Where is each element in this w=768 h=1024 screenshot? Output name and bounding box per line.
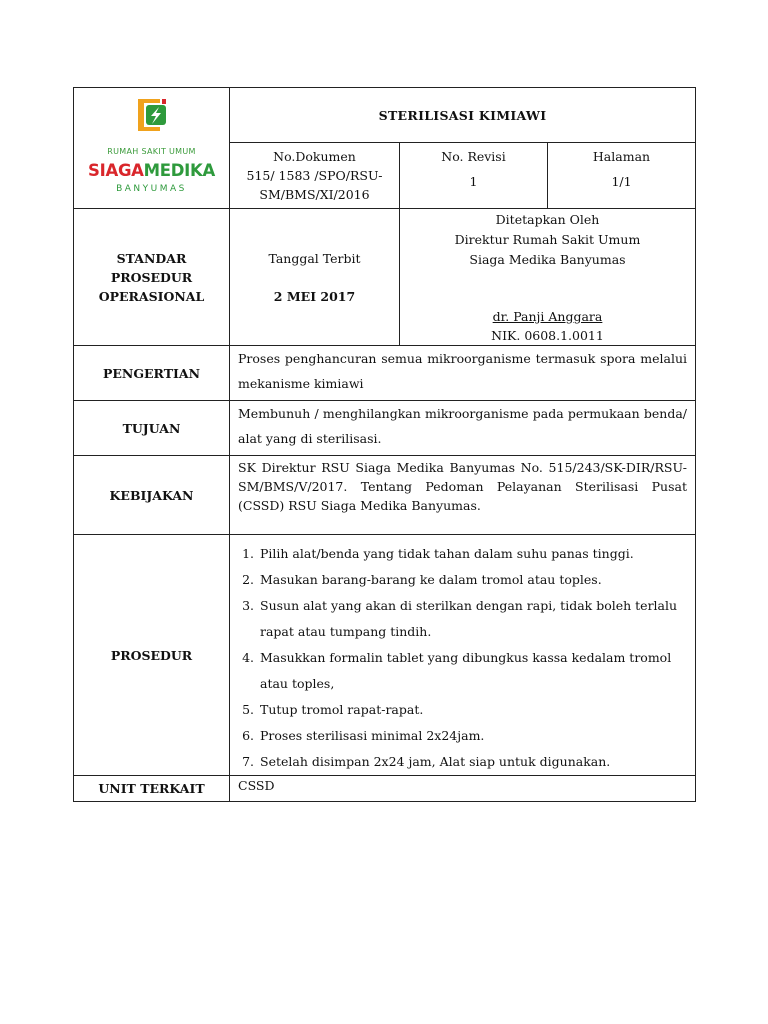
logo-name-part1: SIAGA [88,161,144,180]
tanggal-terbit-value: 2 MEI 2017 [273,288,356,304]
tujuan-label: TUJUAN [74,401,230,456]
logo-location: BANYUMAS [116,184,187,194]
prosedur-step: 6. Proses sterilisasi minimal 2x24jam. [258,723,687,749]
halaman-label: Halaman [592,149,651,164]
pengertian-label: PENGERTIAN [74,346,230,401]
tujuan-text: Membunuh / menghilangkan mikroorganisme pada permukaan benda/ alat yang di sterilisasi. [230,401,696,456]
no-revisi-cell [400,143,548,209]
ditetapkan-line3: Siaga Medika Banyumas [469,252,626,267]
halaman-cell [548,143,696,209]
tanggal-terbit-cell [230,209,400,346]
prosedur-cell [230,535,696,776]
sop-label-cell [74,209,230,346]
logo-name [88,161,215,180]
no-revisi-label: No. Revisi [441,149,506,164]
kebijakan-label: KEBIJAKAN [74,456,230,535]
logo-tagline: RUMAH SAKIT UMUM [107,147,196,156]
sop-label-line2: PROSEDUR [110,269,193,285]
logo-name-part2: MEDIKA [143,161,215,180]
ditetapkan-line1: Ditetapkan Oleh [495,212,600,227]
prosedur-step: 2. Masukan barang-barang ke dalam tromol atau toples. [258,567,687,593]
logo-cell [74,88,230,209]
kebijakan-text: SK Direktur RSU Siaga Medika Banyumas No. 515/243/SK-DIR/RSU-SM/BMS/V/2017. Tentang Pedoman Pelayanan Sterilisasi Pusat (CSSD) RSU Siaga Medika Banyumas. [230,456,696,535]
prosedur-steps [230,541,695,775]
no-dokumen-cell [230,143,400,209]
prosedur-label: PROSEDUR [74,535,230,776]
no-dokumen-label: No.Dokumen [273,149,356,164]
sop-label-line1: STANDAR [116,250,187,266]
prosedur-step: 5. Tutup tromol rapat-rapat. [258,697,687,723]
prosedur-step: 4. Masukkan formalin tablet yang dibungkus kassa kedalam tromol atau toples, [258,645,687,697]
signatory-nik: NIK. 0608.1.0011 [491,328,604,343]
ditetapkan-cell [400,209,696,346]
prosedur-step: 3. Susun alat yang akan di sterilkan dengan rapi, tidak boleh terlalu rapat atau tumpang tindih. [258,593,687,645]
sop-label-line3: OPERASIONAL [98,288,205,304]
ditetapkan-line2: Direktur Rumah Sakit Umum [454,232,641,247]
sop-table [73,87,696,802]
tanggal-terbit-label: Tanggal Terbit [268,250,361,266]
unit-terkait-label: UNIT TERKAIT [74,776,230,802]
hospital-logo [88,97,215,199]
unit-terkait-text: CSSD [230,776,696,802]
halaman-value: 1/1 [611,174,632,189]
prosedur-step: 7. Setelah disimpan 2x24 jam, Alat siap untuk digunakan. [258,749,687,775]
signatory-name: dr. Panji Anggara [492,309,603,324]
prosedur-step: 1. Pilih alat/benda yang tidak tahan dalam suhu panas tinggi. [258,541,687,567]
document-title: STERILISASI KIMIAWI [230,88,696,143]
hospital-emblem-icon [132,97,172,135]
pengertian-text: Proses penghancuran semua mikroorganisme termasuk spora melalui mekanisme kimiawi [230,346,696,401]
no-dokumen-value: 515/ 1583 /SPO/RSU-SM/BMS/XI/2016 [246,168,383,202]
no-revisi-value: 1 [469,174,478,189]
